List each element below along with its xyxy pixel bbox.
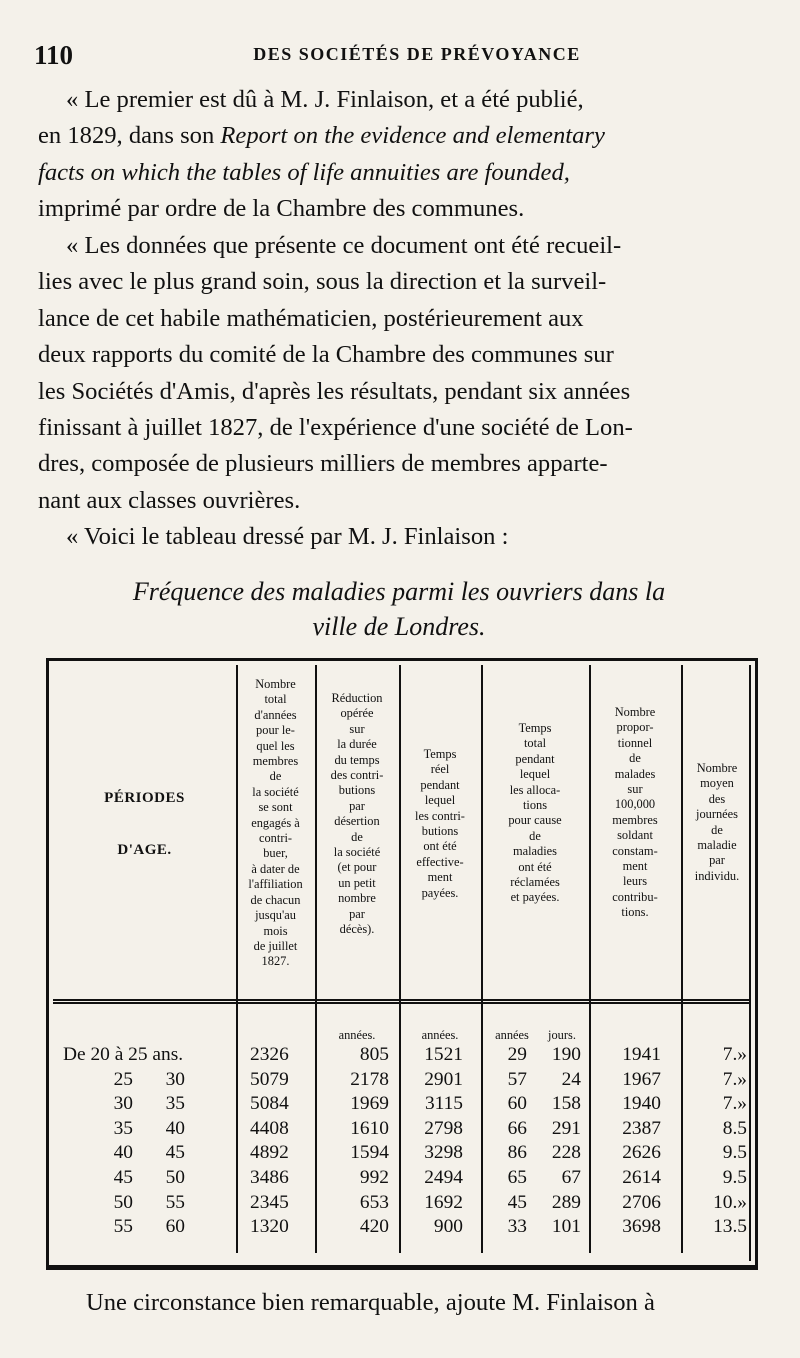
cell-days: 289	[551, 1191, 581, 1213]
header-line: lequel	[424, 793, 456, 808]
header-line: pendant	[420, 777, 460, 792]
header-line: contri-	[258, 831, 293, 846]
cell-reduction: 805	[359, 1044, 389, 1065]
paragraph-line: « Voici le tableau dressé par M. J. Finlaison :	[66, 523, 509, 550]
paragraph-line: les Sociétés d'Amis, d'après les résultats, pendant six années	[38, 377, 631, 405]
cell-days: 158	[551, 1093, 581, 1115]
cell-years: 29	[507, 1044, 527, 1065]
header-line: ont été	[518, 859, 552, 874]
continuation-line: Une circonstance bien remarquable, ajoute M. Finlaison à	[86, 1289, 655, 1316]
paragraph-line: « Les données que présente ce document ont été recueil-	[66, 232, 622, 259]
cell-years: 45	[507, 1191, 527, 1213]
header-line: effective-	[416, 854, 464, 869]
paragraph-line: en 1829, dans son Report on the evidence and elementary	[38, 122, 605, 150]
header-line: mois	[263, 923, 288, 938]
header-line: 100,000	[614, 797, 656, 812]
cell-temps-reel: 900	[433, 1216, 463, 1238]
paragraph-line: deux rapports du comité de la Chambre des communes sur	[38, 341, 614, 369]
header-line: et payées.	[510, 890, 560, 905]
header-column-6	[683, 761, 751, 884]
cell-proportion: 1967	[622, 1068, 661, 1090]
header-line: individu.	[694, 868, 740, 883]
header-line: réel	[430, 762, 450, 777]
cell-period-from: 40	[113, 1142, 133, 1164]
header-line: sur	[349, 721, 365, 736]
header-line: maladies	[512, 844, 558, 859]
header-line: (et pour	[337, 860, 377, 875]
cell-years: 60	[507, 1093, 527, 1115]
cell-proportion: 1941	[622, 1044, 661, 1065]
cell-average-days: 8.5	[722, 1117, 747, 1139]
header-line: la durée	[337, 737, 377, 752]
header-line: moyen	[700, 776, 734, 791]
header-line: la société	[252, 784, 299, 799]
cell-temps-reel: 2494	[424, 1167, 463, 1188]
header-line: quel les	[256, 738, 295, 753]
cell-temps-reel: 3298	[424, 1142, 463, 1164]
header-column-4	[483, 721, 587, 906]
running-head-title: DES SOCIÉTÉS DE PRÉVOYANCE	[253, 44, 581, 64]
paragraph-line: lance de cet habile mathématicien, postérieurement aux	[38, 304, 584, 332]
cell-average-days: 7.»	[722, 1068, 747, 1090]
cell-reduction: 1969	[350, 1093, 389, 1115]
cell-proportion: 2614	[622, 1167, 661, 1188]
header-line: malades	[614, 766, 656, 781]
cell-temps-reel: 1521	[424, 1044, 463, 1065]
cell-reduction: 2178	[350, 1068, 389, 1090]
header-line: de	[269, 769, 282, 784]
header-line: buer,	[263, 846, 288, 861]
header-line: membres	[612, 812, 658, 827]
header-line: de	[711, 822, 723, 837]
header-line: de juillet	[253, 938, 298, 953]
header-line: pour le-	[256, 723, 295, 738]
header-line: Nombre	[255, 677, 296, 691]
header-line: jusqu'au	[255, 908, 296, 923]
header-line: nombre	[338, 891, 376, 906]
header-line: ont été	[423, 839, 457, 854]
header-line: pour cause	[508, 813, 562, 828]
unit-days: jours.	[548, 1028, 576, 1042]
cell-period-from: 35	[113, 1117, 133, 1139]
header-line: contribu-	[612, 889, 658, 904]
cell-period-from: 25	[113, 1068, 133, 1090]
header-line: des	[708, 791, 726, 806]
cell-period-to: 40	[165, 1117, 185, 1139]
header-line: les alloca-	[509, 782, 561, 797]
cell-reduction: 992	[359, 1167, 389, 1188]
cell-total-years: 3486	[250, 1167, 289, 1188]
cell-period-to: 30	[165, 1068, 185, 1090]
cell-days: 190	[551, 1044, 581, 1065]
paragraph-line: finissant à juillet 1827, de l'expérience d'une société de Lon-	[38, 414, 633, 442]
page-number: 110	[34, 40, 74, 70]
paragraph-line: « Le premier est dû à M. J. Finlaison, et a été publié,	[66, 86, 584, 113]
header-line: journées	[696, 807, 738, 822]
cell-years: 66	[507, 1117, 527, 1139]
header-line: 1827.	[261, 954, 290, 969]
header-line: soldant	[617, 828, 653, 843]
header-line: des contri-	[330, 768, 384, 783]
cell-total-years: 4892	[250, 1142, 289, 1164]
unit-reduction: années.	[338, 1028, 376, 1042]
cell-average-days: 7.»	[722, 1093, 747, 1115]
cell-years: 33	[507, 1216, 527, 1238]
header-line: sur	[627, 782, 643, 797]
header-line: tions	[522, 798, 548, 813]
header-rule	[53, 999, 749, 1001]
header-line: à dater de	[251, 861, 300, 876]
header-line: ment	[427, 870, 453, 885]
table-caption	[40, 574, 758, 644]
cell-average-days: 9.5	[722, 1167, 747, 1188]
caption-line: Fréquence des maladies parmi les ouvriers dans la	[132, 577, 666, 606]
paragraph-line: lies avec le plus grand soin, sous la direction et la surveil-	[38, 268, 607, 296]
header-line: pendant	[515, 751, 555, 766]
cell-reduction: 1594	[350, 1142, 389, 1164]
header-line: Nombre	[696, 761, 738, 775]
paragraph-line: facts on which the tables of life annuities are founded,	[38, 158, 570, 186]
header-column-3	[401, 747, 479, 901]
header-line: du temps	[334, 752, 380, 767]
cell-period: De 20 à 25 ans.	[63, 1044, 184, 1065]
header-line: constam-	[612, 843, 658, 858]
header-line: total	[523, 736, 547, 751]
running-head	[34, 40, 760, 74]
table-body	[53, 665, 751, 1261]
header-line: par	[709, 853, 725, 868]
header-line: la société	[333, 845, 381, 860]
cell-reduction: 420	[359, 1216, 389, 1238]
cell-total-years: 2345	[250, 1191, 289, 1213]
cell-temps-reel: 1692	[424, 1191, 463, 1213]
header-line: opérée	[340, 706, 374, 721]
cell-total-years: 2326	[250, 1044, 289, 1065]
cell-period-to: 60	[165, 1216, 185, 1238]
header-line: total	[264, 692, 287, 707]
header-line: tionnel	[617, 735, 653, 750]
header-line: les contri-	[415, 808, 465, 823]
cell-period-to: 50	[165, 1167, 185, 1188]
caption-line: ville de Londres.	[312, 612, 486, 641]
cell-years: 65	[507, 1167, 527, 1188]
header-line: de	[351, 829, 363, 844]
cell-reduction: 653	[359, 1191, 389, 1213]
paragraph-2	[38, 228, 756, 519]
header-column-5	[591, 705, 679, 921]
paragraph-line: imprimé par ordre de la Chambre des communes.	[38, 195, 525, 223]
cell-average-days: 9.5	[722, 1142, 747, 1164]
cell-proportion: 2387	[622, 1117, 661, 1139]
header-line: Réduction	[331, 691, 383, 705]
header-line: maladie	[697, 838, 737, 853]
cell-temps-reel: 2798	[424, 1117, 463, 1139]
header-line: par	[349, 906, 365, 921]
header-line: D'AGE.	[117, 842, 172, 858]
cell-proportion: 3698	[622, 1216, 661, 1238]
cell-years: 57	[507, 1068, 527, 1090]
header-periodes	[53, 775, 236, 873]
cell-period-to: 45	[165, 1142, 185, 1164]
cell-period-to: 35	[165, 1093, 185, 1115]
header-line: d'années	[254, 707, 297, 722]
paragraph-3	[38, 519, 756, 555]
header-line: butions	[338, 783, 376, 798]
cell-period-from: 30	[113, 1093, 133, 1115]
header-line: payées.	[421, 885, 459, 900]
cell-years: 86	[507, 1142, 527, 1164]
cell-average-days: 10.»	[713, 1191, 747, 1213]
cell-temps-reel: 3115	[424, 1093, 463, 1115]
header-line: par	[349, 798, 365, 813]
cell-proportion: 1940	[622, 1093, 661, 1115]
paragraph-1	[38, 82, 756, 228]
cell-days: 24	[561, 1068, 581, 1090]
cell-period-from: 45	[113, 1167, 133, 1188]
header-line: leurs	[622, 874, 648, 889]
header-line: membres	[252, 754, 299, 769]
header-line: propor-	[616, 720, 654, 735]
cell-total-years: 5079	[250, 1068, 289, 1090]
cell-period-from: 50	[113, 1191, 133, 1213]
cell-average-days: 7.»	[722, 1044, 747, 1065]
header-column-2	[317, 691, 397, 938]
cell-days: 101	[551, 1216, 581, 1238]
cell-days: 228	[551, 1142, 581, 1164]
header-line: un petit	[338, 875, 376, 890]
header-line: de chacun	[250, 892, 301, 907]
header-line: Temps	[423, 747, 457, 761]
cell-temps-reel: 2901	[424, 1068, 463, 1090]
header-line: l'affiliation	[248, 877, 303, 892]
header-line: de	[529, 828, 541, 843]
header-line: tions.	[621, 905, 649, 920]
cell-days: 291	[551, 1117, 581, 1139]
cell-reduction: 1610	[350, 1117, 389, 1139]
header-line: PÉRIODES	[104, 790, 185, 806]
disease-frequency-table	[46, 658, 758, 1270]
header-rule	[53, 1002, 749, 1004]
header-line: ment	[622, 859, 648, 874]
header-line: Temps	[518, 721, 552, 735]
header-line: Nombre	[614, 705, 656, 719]
header-line: butions	[421, 824, 459, 839]
cell-total-years: 4408	[250, 1117, 289, 1139]
header-line: engagés à	[251, 815, 300, 830]
header-line: de	[629, 751, 641, 766]
cell-total-years: 5084	[250, 1093, 289, 1115]
header-line: décès).	[339, 922, 375, 937]
paragraph-line: nant aux classes ouvrières.	[38, 486, 301, 514]
cell-proportion: 2706	[622, 1191, 661, 1213]
cell-proportion: 2626	[622, 1142, 661, 1164]
unit-temps-reel: années.	[421, 1028, 459, 1042]
cell-period-from: 55	[113, 1216, 133, 1238]
unit-years: années	[495, 1028, 529, 1042]
header-line: désertion	[334, 814, 380, 829]
header-line: se sont	[258, 800, 293, 815]
cell-average-days: 13.5	[713, 1216, 747, 1238]
paragraph-line: dres, composée de plusieurs milliers de membres apparte-	[38, 450, 608, 478]
header-line: réclamées	[510, 875, 560, 890]
cell-period-to: 55	[165, 1191, 185, 1213]
cell-days: 67	[561, 1167, 581, 1188]
header-line: lequel	[519, 767, 551, 782]
header-column-1	[238, 677, 313, 970]
cell-total-years: 1320	[250, 1216, 289, 1238]
